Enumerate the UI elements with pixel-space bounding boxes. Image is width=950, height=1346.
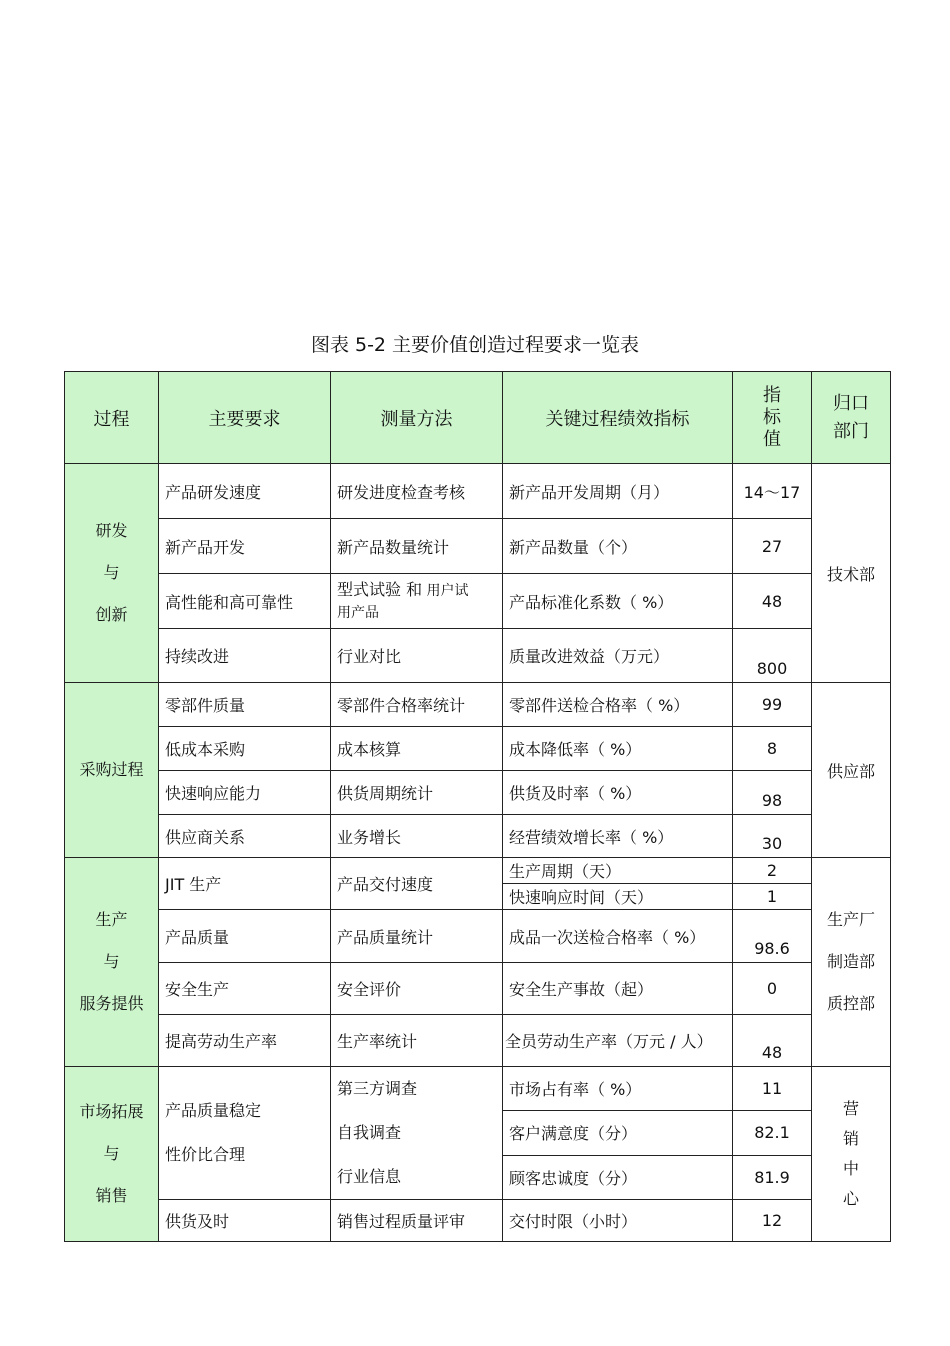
dept-cell-production: 生产厂 制造部 质控部	[812, 858, 891, 1067]
process-table-container	[64, 371, 890, 1242]
value-cell: 12	[733, 1200, 812, 1242]
requirement-cell: 高性能和高可靠性	[159, 574, 331, 629]
table-row	[65, 574, 891, 629]
header-row	[65, 372, 891, 464]
value-cell: 1	[733, 884, 812, 910]
table-row	[65, 910, 891, 963]
process-requirements-table	[64, 371, 891, 1242]
requirement-cell: 产品质量	[159, 910, 331, 963]
kpi-cell: 新产品开发周期（月）	[503, 464, 733, 519]
requirement-cell: 持续改进	[159, 629, 331, 683]
method-cell: 型式试验 和 用户试 用产品	[331, 574, 503, 629]
kpi-cell: 全员劳动生产率（万元 / 人）	[503, 1015, 733, 1067]
requirement-cell: 提高劳动生产率	[159, 1015, 331, 1067]
header-requirement: 主要要求	[159, 372, 331, 464]
process-cell-rd: 研发 与 创新	[65, 464, 159, 683]
value-cell: 99	[733, 683, 812, 727]
method-cell: 零部件合格率统计	[331, 683, 503, 727]
kpi-cell: 新产品数量（个）	[503, 519, 733, 574]
method-cell: 业务增长	[331, 815, 503, 858]
value-cell: 0	[733, 963, 812, 1015]
value-cell: 98.6	[733, 910, 812, 963]
header-dept: 归口 部门	[812, 372, 891, 464]
requirement-cell: 安全生产	[159, 963, 331, 1015]
header-kpi: 关键过程绩效指标	[503, 372, 733, 464]
table-row	[65, 1200, 891, 1242]
dept-cell-rd: 技术部	[812, 464, 891, 683]
method-cell: 产品质量统计	[331, 910, 503, 963]
header-value: 指 标 值	[733, 372, 812, 464]
table-row	[65, 858, 891, 884]
kpi-cell: 供货及时率（ %）	[503, 771, 733, 815]
requirement-cell: 供货及时	[159, 1200, 331, 1242]
dept-cell-purchase: 供应部	[812, 683, 891, 858]
kpi-cell: 生产周期（天）	[503, 858, 733, 884]
table-row	[65, 683, 891, 727]
kpi-cell: 安全生产事故（起）	[503, 963, 733, 1015]
value-cell: 81.9	[733, 1155, 812, 1199]
process-cell-production: 生产 与 服务提供	[65, 858, 159, 1067]
value-cell: 27	[733, 519, 812, 574]
kpi-cell: 经营绩效增长率（ %）	[503, 815, 733, 858]
table-row	[65, 963, 891, 1015]
method-cell: 研发进度检查考核	[331, 464, 503, 519]
table-row	[65, 1015, 891, 1067]
table-row	[65, 815, 891, 858]
requirement-cell: 产品研发速度	[159, 464, 331, 519]
requirement-cell: 零部件质量	[159, 683, 331, 727]
requirement-cell: 供应商关系	[159, 815, 331, 858]
table-title: 图表 5-2 主要价值创造过程要求一览表	[310, 334, 640, 356]
table-row	[65, 519, 891, 574]
kpi-cell: 质量改进效益（万元）	[503, 629, 733, 683]
method-cell: 行业对比	[331, 629, 503, 683]
method-cell: 成本核算	[331, 727, 503, 771]
table-row	[65, 771, 891, 815]
table-row	[65, 464, 891, 519]
kpi-cell: 市场占有率（ %）	[503, 1067, 733, 1111]
requirement-cell: 新产品开发	[159, 519, 331, 574]
header-method: 测量方法	[331, 372, 503, 464]
kpi-cell: 交付时限（小时）	[503, 1200, 733, 1242]
kpi-cell: 顾客忠诚度（分）	[503, 1155, 733, 1199]
method-cell: 销售过程质量评审	[331, 1200, 503, 1242]
value-cell: 30	[733, 815, 812, 858]
value-cell: 2	[733, 858, 812, 884]
kpi-cell: 零部件送检合格率（ %）	[503, 683, 733, 727]
table-row	[65, 1067, 891, 1111]
value-cell: 14～17	[733, 464, 812, 519]
process-cell-purchase: 采购过程	[65, 683, 159, 858]
method-cell: 产品交付速度	[331, 858, 503, 910]
method-cell: 安全评价	[331, 963, 503, 1015]
header-process: 过程	[65, 372, 159, 464]
value-cell: 98	[733, 771, 812, 815]
kpi-cell: 客户满意度（分）	[503, 1111, 733, 1155]
requirement-cell: 产品质量稳定 性价比合理	[159, 1067, 331, 1200]
value-cell: 82.1	[733, 1111, 812, 1155]
value-cell: 48	[733, 1015, 812, 1067]
dept-cell-market: 营 销 中 心	[812, 1067, 891, 1242]
value-cell: 800	[733, 629, 812, 683]
method-cell: 新产品数量统计	[331, 519, 503, 574]
process-cell-market: 市场拓展 与 销售	[65, 1067, 159, 1242]
kpi-cell: 成品一次送检合格率（ %）	[503, 910, 733, 963]
value-cell: 11	[733, 1067, 812, 1111]
value-cell: 8	[733, 727, 812, 771]
value-cell: 48	[733, 574, 812, 629]
kpi-cell: 快速响应时间（天）	[503, 884, 733, 910]
requirement-cell: 低成本采购	[159, 727, 331, 771]
method-cell: 第三方调查 自我调查 行业信息	[331, 1067, 503, 1200]
kpi-cell: 成本降低率（ %）	[503, 727, 733, 771]
table-row	[65, 629, 891, 683]
kpi-cell: 产品标准化系数（ %）	[503, 574, 733, 629]
method-cell: 供货周期统计	[331, 771, 503, 815]
requirement-cell: 快速响应能力	[159, 771, 331, 815]
table-row	[65, 727, 891, 771]
requirement-cell: JIT 生产	[159, 858, 331, 910]
method-cell: 生产率统计	[331, 1015, 503, 1067]
